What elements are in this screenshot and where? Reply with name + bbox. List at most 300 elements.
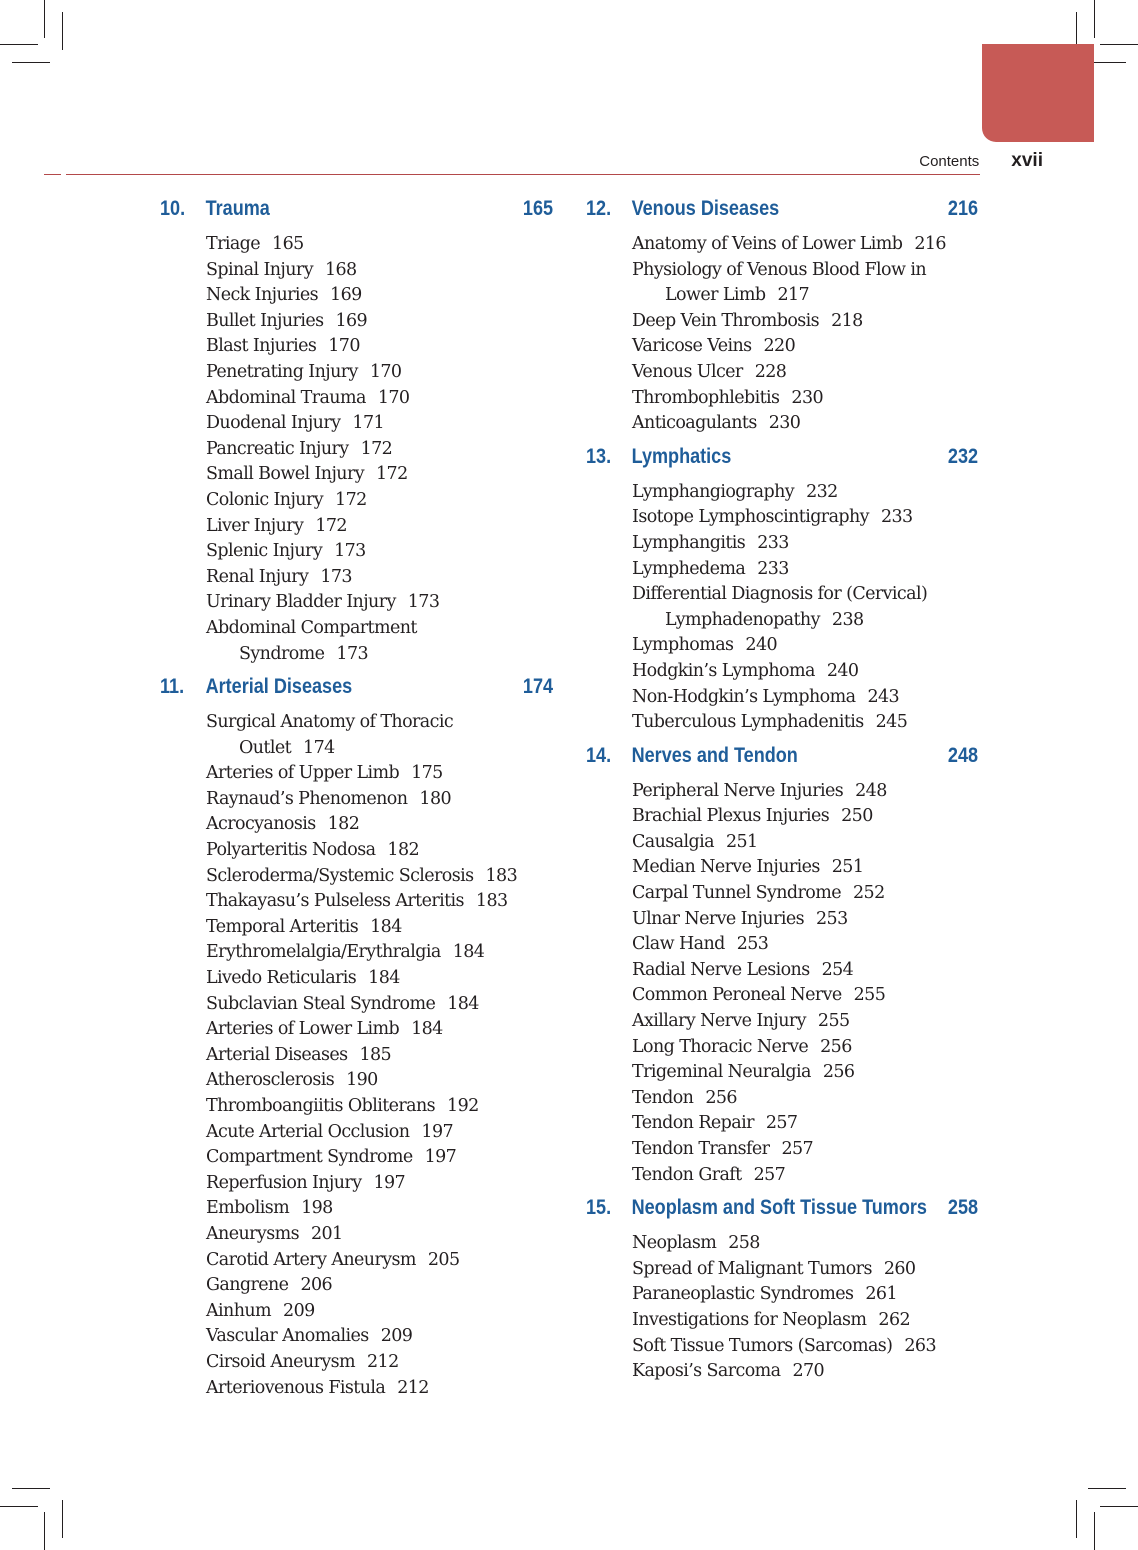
toc-entry[interactable]	[206, 1248, 553, 1274]
toc-entry[interactable]	[206, 1043, 553, 1069]
toc-entry[interactable]	[632, 907, 978, 933]
toc-entry-page: 171	[352, 413, 385, 434]
toc-entry-page: 260	[883, 1258, 916, 1279]
toc-entry-page: 192	[447, 1096, 479, 1116]
toc-entry[interactable]	[206, 1376, 553, 1402]
toc-entry[interactable]	[206, 590, 553, 616]
toc-entry-title: Polyarteritis Nodosa	[206, 840, 376, 861]
toc-entry-title: Liver Injury	[206, 515, 304, 536]
toc-entry-title: Temporal Arteritis	[206, 916, 359, 937]
chapter-title: Arterial Diseases	[205, 675, 353, 699]
crop-mark	[62, 12, 63, 50]
toc-entry[interactable]	[206, 992, 553, 1018]
toc-chapter	[586, 197, 978, 437]
toc-entry-page: 257	[753, 1164, 786, 1185]
toc-entry-list	[206, 232, 553, 667]
toc-entry-page: 169	[330, 285, 362, 306]
toc-entry-title: Subclavian Steal Syndrome	[206, 993, 436, 1014]
toc-entry-title: Thakayasu’s Pulseless Arteritis	[206, 891, 464, 912]
toc-entry-title: Blast Injuries	[206, 336, 317, 357]
toc-entry-title: Small Bowel Injury	[206, 464, 364, 485]
toc-entry-title: Lymphedema	[632, 558, 746, 579]
toc-entry-title: Surgical Anatomy of Thoracic	[206, 712, 454, 733]
toc-entry-title: Differential Diagnosis for (Cervical)	[632, 584, 928, 605]
toc-entry[interactable]	[632, 1359, 978, 1385]
toc-entry-page: 255	[817, 1011, 850, 1032]
toc-entry-title: Pancreatic Injury	[206, 438, 349, 459]
toc-entry-page: 174	[303, 737, 335, 758]
toc-entry[interactable]	[632, 958, 978, 984]
toc-entry-page: 173	[320, 566, 352, 587]
toc-entry-title: Lymphangiography	[632, 481, 795, 502]
toc-entry-title: Median Nerve Injuries	[632, 857, 820, 878]
toc-entry-page: 170	[369, 361, 402, 382]
toc-entry-page: 252	[853, 883, 885, 904]
crop-mark	[1076, 1500, 1077, 1538]
toc-entry-page: 233	[757, 532, 789, 553]
toc-entry[interactable]	[632, 1282, 978, 1308]
chapter-heading[interactable]	[586, 197, 978, 226]
toc-entry-page: 212	[397, 1377, 429, 1398]
toc-entry[interactable]	[206, 386, 553, 412]
toc-entry-title: Penetrating Injury	[206, 361, 358, 382]
toc-entry-list	[632, 779, 978, 1189]
toc-entry-list	[632, 480, 978, 736]
toc-entry[interactable]	[632, 685, 978, 711]
toc-entry-title: Abdominal Trauma	[206, 387, 366, 408]
toc-entry-page: 218	[831, 310, 863, 331]
toc-entry[interactable]	[632, 582, 978, 633]
toc-entry-title: Vascular Anomalies	[206, 1326, 369, 1347]
chapter-number: 15.	[586, 1196, 612, 1220]
toc-entry-continuation	[632, 283, 978, 309]
chapter-number: 13.	[586, 444, 612, 468]
toc-entry-page: 170	[377, 387, 410, 408]
toc-entry[interactable]	[206, 1273, 553, 1299]
page-number: xvii	[1011, 150, 1043, 171]
toc-entry[interactable]	[632, 1308, 978, 1334]
crop-mark	[1100, 1506, 1138, 1507]
toc-entry-title: Arterial Diseases	[206, 1044, 348, 1065]
toc-entry-page: 169	[335, 310, 368, 331]
toc-entry[interactable]	[632, 932, 978, 958]
toc-entry-title: Arteries of Lower Limb	[206, 1019, 400, 1040]
toc-entry-title: Causalgia	[632, 831, 714, 852]
crop-mark	[0, 1506, 38, 1507]
toc-entry-title: Erythromelalgia/Erythralgia	[206, 942, 441, 963]
toc-entry-title-continued: Syndrome	[239, 643, 325, 664]
toc-entry[interactable]	[206, 565, 553, 591]
toc-entry-title: Livedo Reticularis	[206, 968, 357, 989]
header-rule-stub	[44, 174, 61, 175]
toc-entry-title: Ulnar Nerve Injuries	[632, 908, 804, 929]
toc-entry-title: Varicose Veins	[632, 336, 752, 357]
toc-entry-title-continued: Outlet	[239, 737, 292, 758]
toc-entry-page: 263	[904, 1335, 936, 1356]
chapter-page: 232	[947, 444, 979, 468]
toc-entry-title: Deep Vein Thrombosis	[632, 310, 820, 331]
toc-entry[interactable]	[632, 659, 978, 685]
toc-entry-page: 180	[419, 788, 452, 809]
toc-entry-list	[206, 710, 553, 1401]
toc-entry-page: 257	[765, 1113, 798, 1134]
toc-entry[interactable]	[632, 334, 978, 360]
toc-entry-page: 190	[346, 1070, 378, 1091]
toc-entry-title-continued: Lymphadenopathy	[665, 609, 820, 630]
toc-entry-page: 238	[831, 609, 864, 630]
toc-entry[interactable]	[632, 983, 978, 1009]
toc-entry-page: 209	[283, 1300, 315, 1321]
chapter-title: Neoplasm and Soft Tissue Tumors	[631, 1196, 927, 1220]
toc-entry[interactable]	[632, 881, 978, 907]
toc-entry-page: 261	[865, 1284, 897, 1305]
crop-mark	[1100, 44, 1138, 45]
toc-entry[interactable]	[206, 309, 553, 335]
toc-entry-title: Triage	[206, 234, 261, 254]
toc-entry-title: Spinal Injury	[206, 259, 313, 280]
chapter-heading[interactable]	[586, 744, 978, 773]
toc-entry-page: 253	[736, 934, 769, 955]
toc-entry-title: Tendon Transfer	[632, 1139, 770, 1159]
toc-entry[interactable]	[632, 411, 978, 437]
toc-entry-page: 248	[855, 780, 887, 801]
toc-entry-continuation	[632, 608, 978, 634]
toc-entry[interactable]	[632, 710, 978, 736]
toc-entry[interactable]	[632, 557, 978, 583]
toc-entry-page: 230	[791, 387, 824, 408]
toc-entry[interactable]	[632, 1009, 978, 1035]
toc-entry-list	[632, 1231, 978, 1385]
toc-entry-title: Tendon	[632, 1087, 694, 1108]
toc-entry[interactable]	[206, 1145, 553, 1171]
toc-entry-page: 240	[826, 660, 859, 681]
toc-entry-title: Tuberculous Lymphadenitis	[632, 712, 864, 733]
toc-entry[interactable]	[206, 232, 553, 258]
toc-entry-title: Compartment Syndrome	[206, 1147, 413, 1168]
toc-entry-title: Raynaud’s Phenomenon	[206, 788, 408, 809]
toc-entry-title: Arteriovenous Fistula	[206, 1377, 386, 1398]
toc-entry-title: Neck Injuries	[206, 285, 319, 306]
toc-entry[interactable]	[206, 1350, 553, 1376]
toc-entry-page: 173	[334, 541, 366, 562]
toc-entry-title: Axillary Nerve Injury	[632, 1011, 806, 1032]
toc-entry-page: 256	[820, 1036, 852, 1057]
toc-entry-title: Duodenal Injury	[206, 413, 341, 434]
toc-entry-title: Embolism	[206, 1198, 290, 1219]
toc-entry-title: Tendon Repair	[632, 1113, 754, 1134]
toc-entry-title: Trigeminal Neuralgia	[632, 1062, 811, 1083]
toc-entry-page: 184	[368, 968, 400, 989]
toc-column-right	[586, 197, 978, 1393]
toc-entry-page: 212	[367, 1351, 399, 1372]
toc-entry[interactable]	[632, 779, 978, 805]
toc-entry-title-continued: Lower Limb	[665, 285, 766, 306]
toc-entry-page: 182	[387, 840, 420, 861]
toc-entry[interactable]	[206, 889, 553, 915]
toc-entry[interactable]	[206, 1171, 553, 1197]
toc-entry[interactable]	[632, 830, 978, 856]
toc-entry-title: Bullet Injuries	[206, 310, 324, 331]
toc-entry[interactable]	[632, 386, 978, 412]
toc-entry[interactable]	[206, 616, 553, 667]
toc-entry-page: 245	[875, 712, 908, 733]
toc-entry-title: Soft Tissue Tumors (Sarcomas)	[632, 1335, 893, 1356]
toc-entry-title: Colonic Injury	[206, 489, 324, 510]
running-head-label: Contents	[919, 153, 980, 170]
toc-entry-page: 256	[705, 1087, 737, 1108]
toc-entry[interactable]	[632, 1231, 978, 1257]
toc-entry[interactable]	[632, 309, 978, 335]
toc-entry[interactable]	[206, 437, 553, 463]
toc-entry-title: Acute Arterial Occlusion	[206, 1121, 410, 1142]
chapter-number: 10.	[160, 197, 186, 220]
toc-entry[interactable]	[632, 855, 978, 881]
toc-entry-title: Peripheral Nerve Injuries	[632, 780, 844, 801]
header-rule	[66, 174, 980, 175]
chapter-page: 216	[947, 197, 979, 220]
toc-entry-list	[632, 232, 978, 437]
toc-entry-title: Spread of Malignant Tumors	[632, 1258, 872, 1279]
chapter-number: 14.	[586, 743, 612, 767]
toc-entry[interactable]	[632, 633, 978, 659]
chapter-number: 11.	[160, 675, 185, 699]
toc-entry-page: 205	[427, 1249, 460, 1270]
toc-entry-page: 184	[411, 1019, 443, 1040]
toc-entry-title: Claw Hand	[632, 934, 725, 955]
toc-entry-page: 254	[821, 959, 854, 980]
toc-entry-title: Long Thoracic Nerve	[632, 1036, 809, 1057]
toc-entry[interactable]	[206, 915, 553, 941]
toc-entry[interactable]	[206, 1299, 553, 1325]
toc-entry[interactable]	[632, 1334, 978, 1360]
toc-entry[interactable]	[206, 462, 553, 488]
toc-entry-title: Kaposi’s Sarcoma	[632, 1361, 781, 1382]
toc-entry-page: 184	[370, 916, 402, 937]
toc-chapter	[586, 744, 978, 1189]
toc-entry[interactable]	[206, 966, 553, 992]
toc-entry[interactable]	[206, 787, 553, 813]
toc-entry-page: 172	[360, 438, 393, 459]
toc-entry[interactable]	[206, 1324, 553, 1350]
toc-entry-title: Atherosclerosis	[206, 1070, 335, 1091]
chapter-page: 174	[522, 675, 554, 699]
toc-entry[interactable]	[206, 710, 553, 761]
crop-mark	[12, 1488, 50, 1489]
toc-entry[interactable]	[206, 283, 553, 309]
toc-entry-title: Scleroderma/Systemic Sclerosis	[206, 865, 474, 886]
toc-entry[interactable]	[206, 761, 553, 787]
toc-entry-title: Isotope Lymphoscintigraphy	[632, 507, 869, 528]
toc-entry[interactable]	[206, 1196, 553, 1222]
toc-entry-page: 183	[475, 891, 508, 912]
toc-entry-continuation	[206, 736, 553, 762]
toc-entry-title: Renal Injury	[206, 566, 309, 587]
running-head	[0, 150, 1043, 172]
toc-entry-title: Anticoagulants	[632, 413, 757, 434]
toc-entry[interactable]	[206, 812, 553, 838]
toc-entry-title: Urinary Bladder Injury	[206, 592, 396, 613]
toc-entry-page: 251	[831, 857, 864, 878]
toc-entry-page: 182	[327, 814, 360, 835]
toc-entry-title: Ainhum	[206, 1300, 272, 1321]
toc-entry-page: 197	[421, 1121, 454, 1142]
chapter-page: 258	[947, 1196, 979, 1220]
chapter-title: Lymphatics	[631, 444, 732, 468]
toc-entry-page: 198	[301, 1198, 333, 1219]
toc-entry[interactable]	[632, 360, 978, 386]
toc-entry[interactable]	[632, 1086, 978, 1112]
toc-entry-page: 197	[373, 1172, 406, 1193]
crop-mark	[44, 1512, 45, 1550]
toc-entry-page: 228	[754, 361, 787, 382]
toc-entry-title: Tendon Graft	[632, 1164, 742, 1185]
toc-entry[interactable]	[206, 940, 553, 966]
toc-entry-page: 262	[878, 1309, 911, 1330]
toc-entry-page: 183	[485, 865, 518, 886]
toc-entry-page: 172	[376, 464, 408, 485]
toc-entry-title: Reperfusion Injury	[206, 1172, 362, 1193]
chapter-number: 12.	[586, 197, 612, 220]
toc-entry-page: 250	[841, 806, 873, 827]
chapter-heading[interactable]	[586, 1196, 978, 1225]
toc-entry-page: 185	[359, 1044, 392, 1065]
toc-entry-title: Brachial Plexus Injuries	[632, 806, 830, 827]
toc-entry-title: Carpal Tunnel Syndrome	[632, 883, 841, 904]
toc-entry-continuation	[206, 642, 553, 668]
chapter-page: 248	[947, 743, 979, 767]
toc-entry-title: Radial Nerve Lesions	[632, 959, 810, 980]
toc-entry-page: 243	[867, 686, 900, 707]
toc-chapter	[160, 675, 553, 1401]
toc-entry[interactable]	[632, 232, 978, 258]
toc-entry-page: 256	[822, 1062, 855, 1083]
toc-chapter	[160, 197, 553, 667]
toc-entry[interactable]	[206, 360, 553, 386]
toc-entry-page: 233	[757, 558, 789, 579]
crop-mark	[1088, 1488, 1126, 1489]
toc-entry[interactable]	[206, 838, 553, 864]
toc-entry-title: Thrombophlebitis	[632, 387, 780, 408]
toc-entry[interactable]	[206, 1222, 553, 1248]
toc-entry-title: Thromboangiitis Obliterans	[206, 1096, 436, 1116]
toc-entry[interactable]	[206, 514, 553, 540]
toc-entry-page: 184	[447, 993, 479, 1014]
toc-entry-title: Common Peroneal Nerve	[632, 985, 842, 1006]
toc-entry-title: Venous Ulcer	[632, 361, 743, 382]
toc-entry-page: 217	[777, 285, 810, 306]
toc-entry[interactable]	[206, 1120, 553, 1146]
toc-entry-title: Carotid Artery Aneurysm	[206, 1249, 416, 1270]
toc-entry-page: 197	[424, 1147, 457, 1168]
toc-chapter	[586, 445, 978, 736]
toc-entry-title: Arteries of Upper Limb	[206, 763, 400, 784]
crop-mark	[1094, 1512, 1095, 1550]
toc-entry-page: 240	[745, 635, 778, 656]
toc-entry-page: 257	[781, 1139, 814, 1159]
toc-entry-page: 173	[336, 643, 369, 664]
chapter-heading[interactable]	[160, 675, 553, 704]
toc-chapter	[586, 1196, 978, 1385]
toc-entry-page: 165	[272, 234, 304, 254]
toc-entry-page: 168	[324, 259, 357, 280]
toc-entry-page: 172	[335, 489, 367, 510]
toc-entry[interactable]	[206, 334, 553, 360]
toc-entry-title: Acrocyanosis	[206, 814, 316, 835]
toc-entry-title: Gangrene	[206, 1275, 289, 1296]
toc-entry[interactable]	[206, 258, 553, 284]
toc-entry[interactable]	[632, 480, 978, 506]
toc-entry-title: Non-Hodgkin’s Lymphoma	[632, 686, 856, 707]
toc-entry[interactable]	[206, 1068, 553, 1094]
toc-entry-page: 255	[853, 985, 886, 1006]
toc-entry[interactable]	[206, 411, 553, 437]
toc-entry-page: 172	[315, 515, 347, 536]
toc-entry[interactable]	[632, 1035, 978, 1061]
crop-mark	[0, 44, 38, 45]
toc-entry[interactable]	[632, 1257, 978, 1283]
toc-entry-page: 220	[763, 336, 796, 357]
toc-entry-page: 216	[914, 234, 946, 254]
toc-entry-page: 233	[880, 507, 913, 528]
section-tab	[982, 44, 1094, 142]
toc-entry-page: 201	[310, 1223, 343, 1244]
toc-entry[interactable]	[632, 804, 978, 830]
toc-entry[interactable]	[632, 258, 978, 309]
toc-entry[interactable]	[206, 1094, 553, 1120]
toc-entry[interactable]	[632, 1163, 978, 1189]
toc-entry[interactable]	[632, 1111, 978, 1137]
toc-entry-title: Lymphangitis	[632, 532, 746, 553]
toc-entry-title: Hodgkin’s Lymphoma	[632, 660, 815, 681]
chapter-title: Nerves and Tendon	[631, 743, 798, 767]
toc-entry-page: 175	[411, 763, 443, 784]
toc-entry-page: 173	[407, 592, 440, 613]
toc-entry[interactable]	[632, 1060, 978, 1086]
crop-mark	[12, 62, 50, 63]
toc-entry-title: Paraneoplastic Syndromes	[632, 1284, 854, 1305]
toc-entry-title: Neoplasm	[632, 1233, 717, 1254]
chapter-page: 165	[522, 197, 554, 220]
toc-entry-page: 230	[768, 413, 801, 434]
toc-entry-page: 170	[328, 336, 360, 357]
toc-entry-page: 184	[452, 942, 485, 963]
chapter-title: Venous Diseases	[631, 197, 780, 220]
toc-entry-page: 206	[300, 1275, 333, 1296]
chapter-title: Trauma	[205, 197, 270, 220]
toc-entry-page: 253	[816, 908, 848, 929]
toc-entry[interactable]	[206, 864, 553, 890]
chapter-heading[interactable]	[160, 197, 553, 226]
toc-entry[interactable]	[632, 505, 978, 531]
toc-entry-title: Abdominal Compartment	[206, 617, 417, 638]
toc-entry-title: Anatomy of Veins of Lower Limb	[632, 234, 903, 254]
toc-entry-title: Lymphomas	[632, 635, 734, 656]
toc-entry-title: Physiology of Venous Blood Flow in	[632, 259, 926, 280]
toc-entry-page: 232	[806, 481, 838, 502]
toc-entry-title: Investigations for Neoplasm	[632, 1309, 867, 1330]
crop-mark	[44, 0, 45, 38]
toc-entry-title: Splenic Injury	[206, 541, 323, 562]
toc-entry[interactable]	[206, 539, 553, 565]
toc-entry-page: 258	[728, 1233, 760, 1254]
toc-entry[interactable]	[206, 1017, 553, 1043]
toc-entry-title: Cirsoid Aneurysm	[206, 1351, 355, 1372]
toc-entry[interactable]	[632, 1137, 978, 1163]
toc-entry[interactable]	[632, 531, 978, 557]
toc-entry[interactable]	[206, 488, 553, 514]
crop-mark	[62, 1500, 63, 1538]
chapter-heading[interactable]	[586, 445, 978, 474]
